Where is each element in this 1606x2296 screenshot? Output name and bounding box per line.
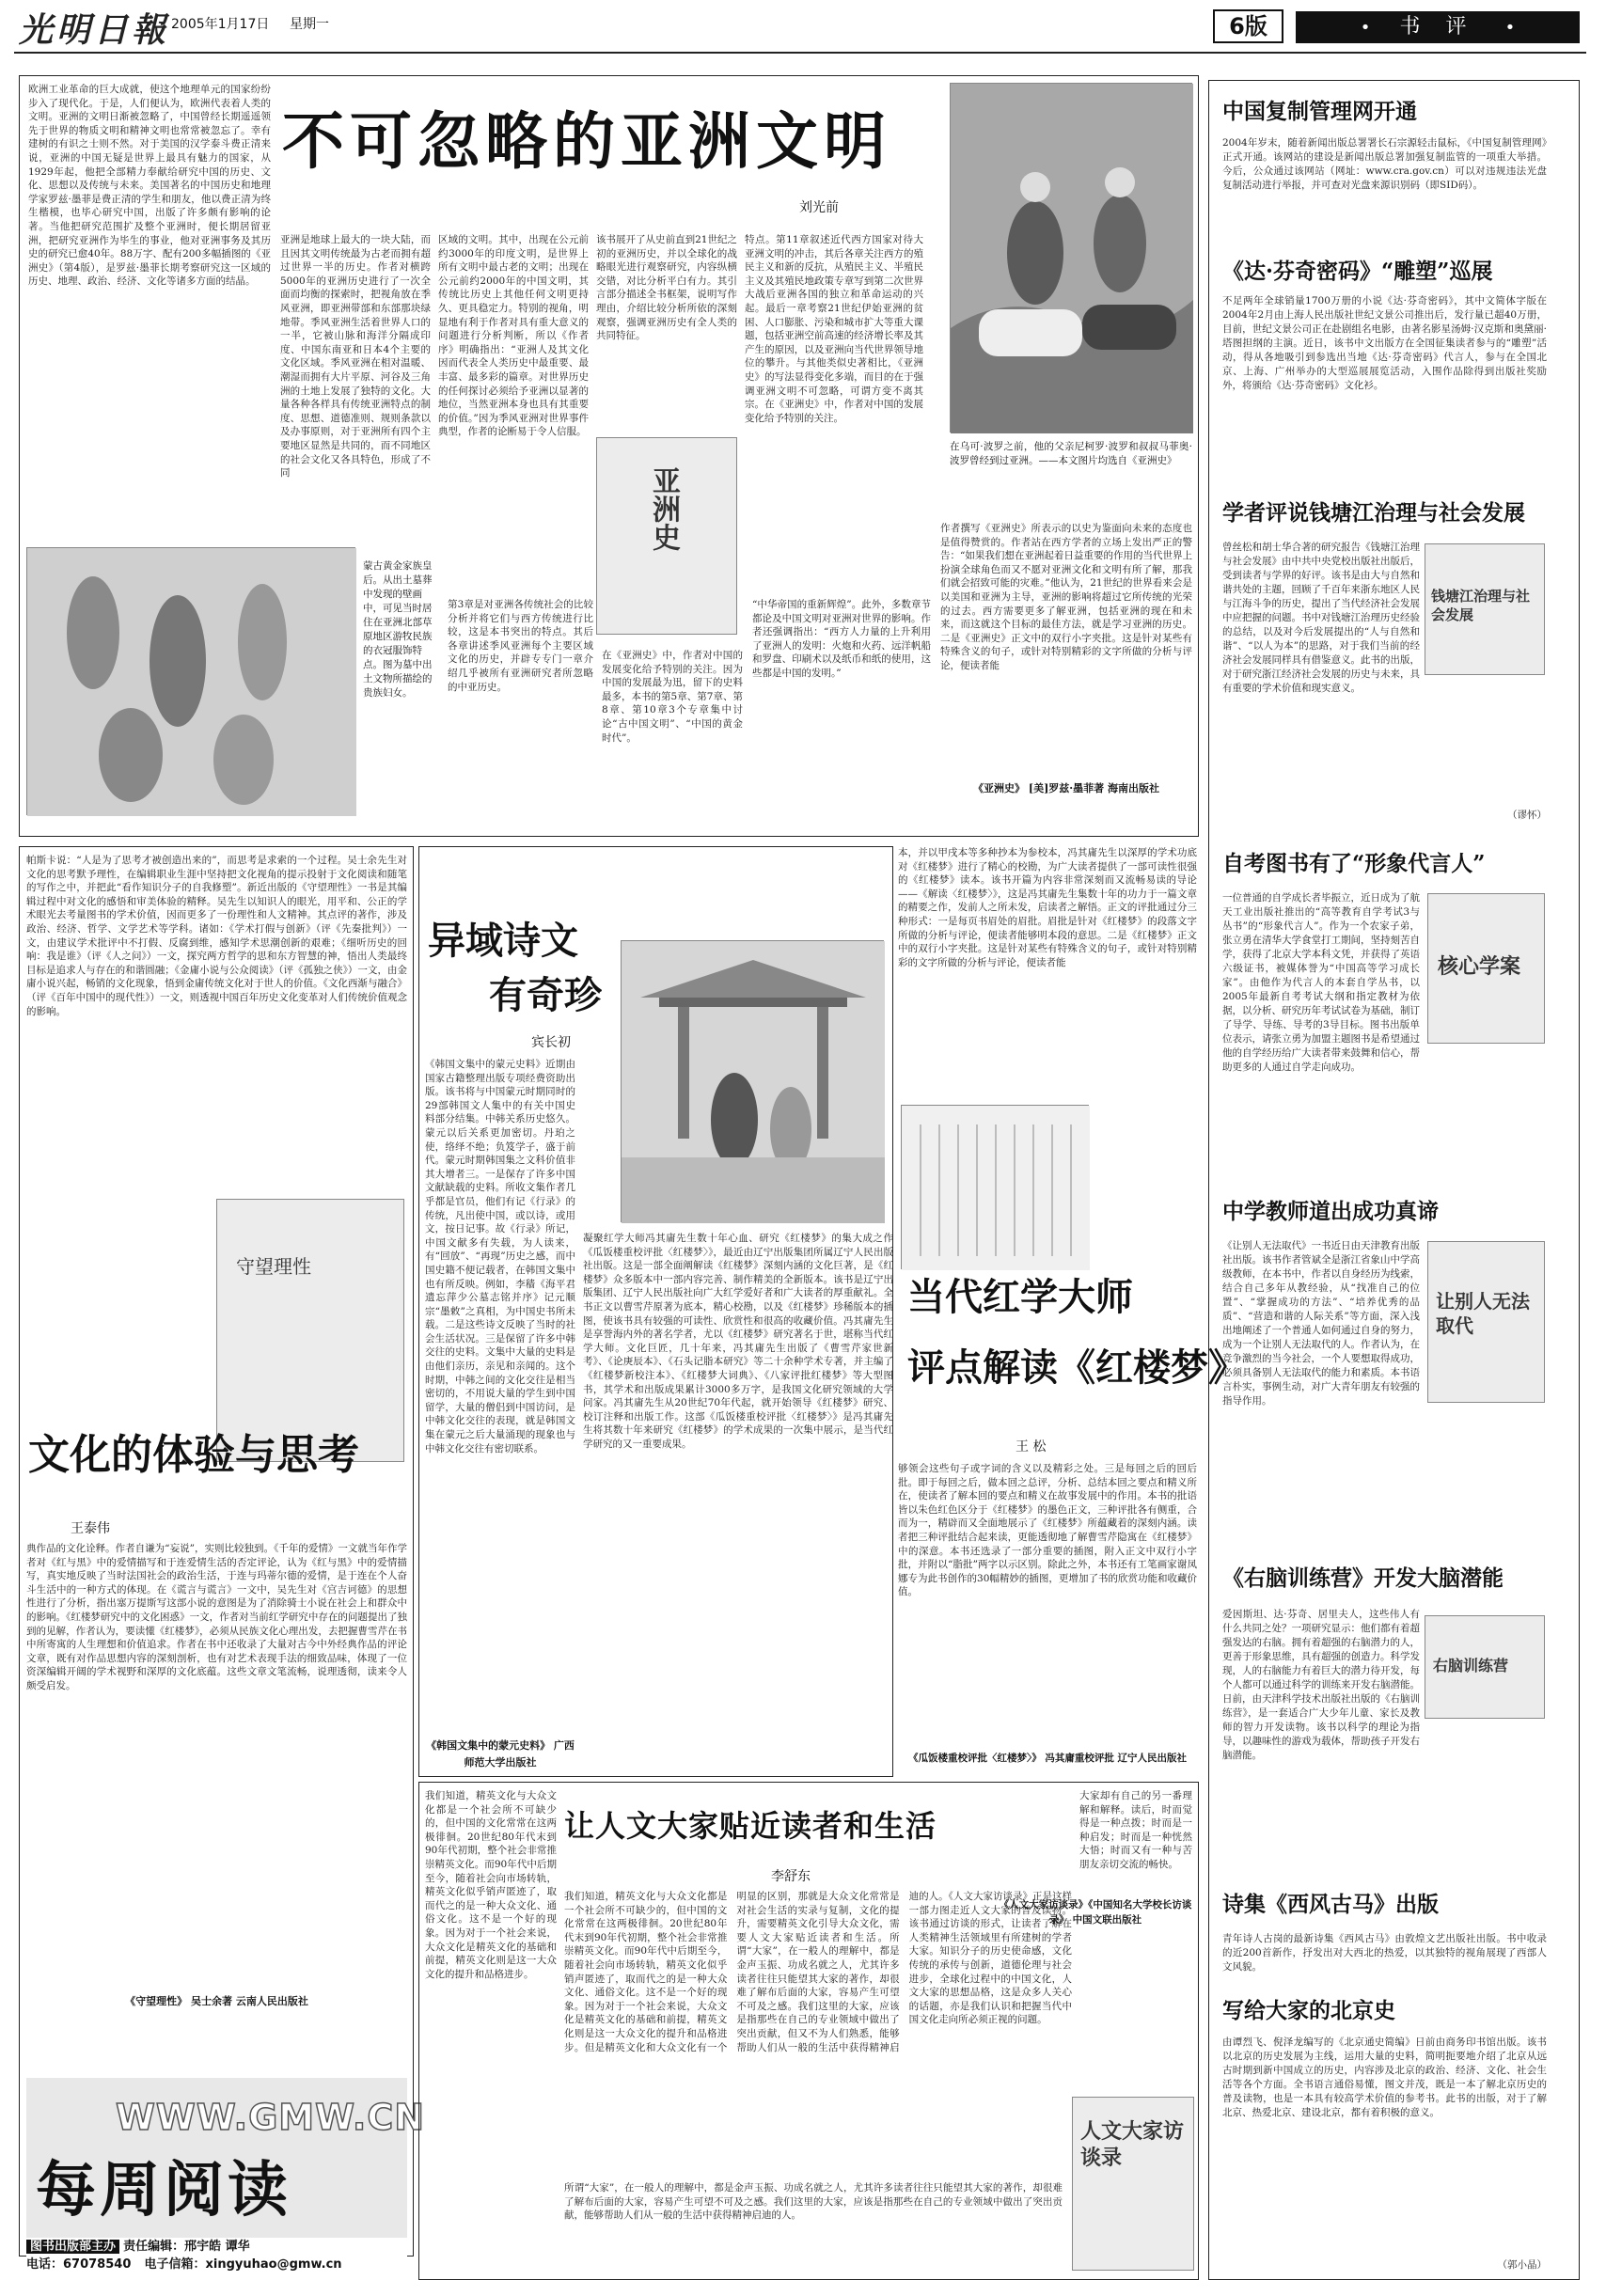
sidebar-item-1-title: 《达·芬奇密码》“雕塑”巡展 bbox=[1222, 259, 1493, 284]
humanities-body: 我们知道，精英文化与大众文化都是一个社会所不可缺少的，但中国的文化常常在这两极徘徊。20世纪80年代末到90年代初期，整个社会非常推崇精英文化。而90年代中后期至今，随着社会向市场转轨，精英文化似乎销声匿迹了，取而代之的是一种大众文化、通俗文化。这不是一个好的现象。因为对于一个社会来说，大众文化是精英文化的基础和前提，精英文化则是这一大众文化的提升和品格进步。但是精英文化和大众文化有一个明显的区别，那就是大众文化常常是对社会生活的实录与复制，文化的提升，需要精英文化引导大众文化，需要人文大家贴近读者和生活。所谓“大家”，在一般人的理解中，都是金声玉振、功成名就之人，尤其许多读者往往只能望其大家的著作，却很难了解布后面的大家，容易产生可望不可及之感。我们这里的大家，应该是指那些在自己的专业领域中做出了突出贡献，但又不为人们熟悉，能够帮助人们从一般的生活中获得精神启迪的人。《人文大家访谈录》正是这样一部力图走近人文大家的普及读物。该书通过访谈的形式，让读者了解在人类精神生活领域里有所建树的学者大家。知识分子的历史使命感，文化传统的承传与创新，道德伦理与社会进步，全球化过程中的中国文化，人文大家的思想品格，这是众多人关心的话题，亦是我们认识和把握当代中国文化走向所必须正视的问题。 bbox=[564, 1891, 1072, 2053]
sidebar-item-7-body: 由谭烈飞、倪泽龙编写的《北京通史简编》日前由商务印书馆出版。该书以北京的历史发展为主线，运用大量的史料，简明扼要地介绍了北京从远古时期到新中国成立的历史，内容涉及北京的政治、经济、文化、社会生活等各个方面。全书语言通俗易懂，图文并茂，既是一本了解北京历史的普及读物，也是一本具有较高学术价值的参考书。此书的出版，对于了解北京、热爱北京、建设北京，都有着积极的意义。 bbox=[1222, 2037, 1547, 2118]
poem-body: 《韩国文集中的蒙元史料》近期由国家古籍整理出版专项经费资助出版。该书将与中国蒙元时期同时的29部韩国文人集中的有关中国史料部分结集。中韩关系历史悠久。蒙元以后关系更加密切。丹珀之使，络绎不绝；负笈学子，盛于前代。蒙元时期韩国集之文科价值非其大增者三。一是保存了许多中国文献缺载的史料。所收文集作者几乎都是官员，他们有记《行录》的传统，凡出使中国，或以诗，或用文，按日记事。故《行录》所记，中国文献多有失载，为人读来，有“回放”、“再现”历史之感，而中国史籍不便记载者，在韩国文集中也有所反映。例如，李穑《海平君遗忘萍少公墓志铭并序》记元顺宗“墨敕”之真相，为中国史书所未载。二是这些诗文反映了当时的社会生活状况。三是保留了许多中韩交往的史料。文集中大量的史料是由他们亲历，亲见和亲闻的。这个时期，中韩之间的文化交往是相当密切的，不用说大量的学生到中国留学，大量的僧侣到中国访问，是中韩文化交往的表现，就是韩国文集在蒙元之后大量涌现的现象也与中韩文化交往有密切联系。 bbox=[425, 1059, 575, 1455]
humanities-title: 让人文大家贴近读者和生活 bbox=[564, 1808, 937, 1844]
hlm-source: 《瓜饭楼重校评批〈红楼梦〉》 冯其庸重校评批 辽宁人民出版社 bbox=[907, 1753, 1188, 1764]
issue-weekday: 星期一 bbox=[290, 17, 329, 32]
asia-painting bbox=[26, 547, 355, 815]
hlm-illustration bbox=[621, 940, 884, 1222]
humanities-body-left: 我们知道，精英文化与大众文化都是一个社会所不可缺少的，但中国的文化常常在这两极徘徊。20世纪80年代末到90年代初期，整个社会非常推崇精英文化。而90年代中后期至今，随着社会向市场转轨，精英文化似乎销声匿迹了，取而代之的是一种大众文化、通俗文化。这不是一个好的现象。因为对于一个社会来说，大众文化是精英文化的基础和前提，精英文化则是这一大众文化的提升和品格进步。 bbox=[425, 1790, 557, 1980]
weekly-phone: 电话：67078540 bbox=[26, 2257, 132, 2272]
poem-title-line1: 异域诗文 bbox=[428, 919, 578, 963]
sidebar-item-7-byline: （郭小晶） bbox=[1497, 2259, 1547, 2271]
masthead bbox=[0, 0, 1606, 56]
asia-title: 不可忽略的亚洲文明 bbox=[282, 104, 891, 178]
sidebar-item-3-body: 一位普通的自学成长者毕振立，近日成为了航天工业出版社推出的“高等教育自学考试3与丛书”的“形象代言人”。作为一个农家子弟，张立勇在清华大学食堂打工期间，坚持刻苦自学，获得了北京大学本科文凭，并获得了英语六级证书，被媒体誉为“中国高等学习成长家”。由他作为代言人的本套自学丛书，以2005年最新自考考试大纲和指定教材为依据，以分析、研究历年考试试卷为基础，制订了导学、导练、导考的3导目标。图书出版单位表示，请张立勇为加盟主题图书是希望通过他的自学经历给广大读者带来鼓舞和信心，帮助更多的人通过自学走向成功。 bbox=[1222, 892, 1420, 1073]
asia-illustration-caption: 在乌可·波罗之前，他的父亲尼柯罗·波罗和叔叔马菲奥·波罗曾经到过亚洲。——本文图片均选自《亚洲史》 bbox=[950, 441, 1192, 466]
sidebar-item-5-title: 《右脑训练营》开发大脑潜能 bbox=[1222, 1565, 1504, 1591]
classical-pavilion-image bbox=[622, 941, 885, 1223]
poem-source: 《韩国文集中的蒙元史料》 广西师范大学出版社 bbox=[426, 1739, 575, 1769]
humanities-body-right-top: 大家却有自己的另一番理解和解释。读后，时而觉得是一种点拨；时而是一种启发；时而是一种恍然大悟；时而又有一种与苦朋友亲切交流的畅快。 bbox=[1079, 1790, 1192, 1870]
culture-body: 帕斯卡说：“人是为了思考才被创造出来的”，而思考是求索的一个过程。吴士余先生对文化的思考默予理性，在编辑职业生涯中坚持把文化视角的提示投射于文化阅读和随笔的写作之中，并把此“看作知识分子的自我修塑”。新近出版的《守望理性》一书是其编辑过程中对文化的感悟和审美体验的精释。吴先生以知识人的眼光，用平和、公正的学术眼光去考量图书的学术价值，因而更多了一份理性和人文精神。其点评的著作，涉及政治、经济、哲学、文学艺术等学科。诸如：《学术打假与创新》（评《先秦批判》）一文，由建议学术批评中不打假、反腐到维，感知学术思潮创新的艰难；《细听历史的回响：我是谁》（评《人之问》）一文，探究两方哲学的思和东方智慧的神，悟出人类最终目标是追求人与存在的和谐圆融；《金庸小说与公众阅读》（评《孤独之侠》）一文，由金庸小说兴起，畅销的文化现象，悟到金庸传统文化对于世人的价值。《文化西渐与融合》（评《百年中国中的现代性》）一文，则透视中国百年历史文化变革对人们传统价值观念的影响。 bbox=[26, 855, 407, 1017]
hlm-title-line1: 当代红学大师 bbox=[907, 1275, 1133, 1319]
mural-painting-image bbox=[27, 548, 356, 816]
humanities-body-lower: 所谓“大家”，在一般人的理解中，都是金声玉振、功成名就之人，尤其许多读者往往只能望其大家的著作，却很难了解布后面的大家，容易产生可望不可及之感。我们这里的大家，应该是指那些在自己的专业领域中做出了突出贡献，能够帮助人们从一般的生活中获得精神启迪的人。 bbox=[564, 2182, 1063, 2222]
section-banner: • 书 评 • bbox=[1296, 11, 1580, 43]
page-number: 6版 bbox=[1229, 13, 1267, 39]
asia-author: 刘光前 bbox=[799, 200, 839, 215]
hlm-title-line2: 评点解读《红楼梦》 bbox=[907, 1345, 1246, 1390]
sidebar-item-6-body: 青年诗人古岗的最新诗集《西风古马》由敦煌文艺出版社出版。书中收录的近200首新作，抒发出对大西北的热爱，以其独特的视角展现了西部人文风貌。 bbox=[1222, 1933, 1547, 1973]
sidebar-item-0-body: 2004年岁末，随着新闻出版总署署长石宗源轻击鼠标，《中国复制管理网》正式开通。该网站的建设是新闻出版总署加强复制监管的一项重大举措。今后，公众通过该网站（网址：www.cra.gov.cn）可以对违规违法光盘复制活动进行举报，并可查对光盘来源识别码（即SID码）。 bbox=[1222, 137, 1547, 191]
asia-body-col4: 特点。第11章叙述近代西方国家对待大亚洲文明的冲击，其后各章关注西方的殖民主义和新的反抗，从殖民主义、半殖民主义及其殖民地政策专章写到第二次世界大战后亚洲各国的独立和革命运动的兴起。最后一章考察21世纪伊始亚洲的贫困、人口膨胀、污染和城市扩大等重大课题，包括亚洲空前高速的经济增长率及其产生的原因，以及亚洲向当代世界领导地位的攀升。与其他类似史著相比，《亚洲史》的写法显得变化多端，而目的在于强调亚洲文明不可忽略，可谓方变不离其宗。在《亚洲史》中，作者对中国的发展变化给予特别的关注。 bbox=[745, 234, 923, 424]
weekly-host: 图书出版部主办 bbox=[26, 2240, 119, 2254]
asia-illustration bbox=[950, 83, 1192, 432]
humanities-book-cover bbox=[1072, 2097, 1194, 2271]
asia-body-lower-c: “中华帝国的重新辉煌”。此外，多数章节都论及中国文明对亚洲对世界的影响。作者还强调指出：“西方人力量的上升利用了亚洲人的发明：火炮和火药、远洋帆船和罗盘、印刷术以及纸币和纸的使用，这些都是中国的发明。” bbox=[752, 599, 931, 679]
asia-body-lower-b: 在《亚洲史》中，作者对中国的发展变化给予特别的关注。因为中国的发展最为迅，留下的史料最多，本书的第5章、第7章、第8章、第10章3个专章集中讨论“古中国文明”、“中国的黄金时代”。 bbox=[602, 650, 743, 744]
sidebar-item-5-cover: 右脑训练营 bbox=[1425, 1615, 1545, 1719]
culture-title: 文化的体验与思考 bbox=[28, 1431, 359, 1479]
weekly-email[interactable]: 电子信箱：xingyuhao@gmw.cn bbox=[144, 2257, 342, 2272]
hlm-body-top: 本，并以甲戌本等多种抄本为参校本，冯其庸先生以深厚的学术功底对《红楼梦》进行了精心的校勘，为广大读者提供了一部可读性很强的《红楼梦》读本。该书开篇为内容非常深刻而又流畅易读的导论——《解读〈红楼梦〉》，这是冯其庸先生集数十年的功力于一篇文章的精要之作，发前人之所未发，启读者之解悟。正文的评批通过分三种形式：一是每页书眉处的眉批。眉批是针对《红楼梦》的段落文字所做的分析与评论，便读者能够明本段的意思。二是《红楼梦》正文中的双行小字夹批。这是针对某些有特殊含义的句子，或针对特别精彩的文字所做的分析与评论，便读者能 bbox=[898, 847, 1197, 968]
sidebar-item-4-body: 《让别人无法取代》一书近日由天津教育出版社出版。该书作者管斌全是浙江省象山中学高级教师，在本书中，作者以自身经历为线索，结合自己多年从教经验，从“找准自己的位置”、“掌握成功的方法”、“培养优秀的品质”、“营造和谐的人际关系”等方面，深入浅出地阐述了一个普通人如何通过自身的努力，成为一个让别人无法取代的人。作者认为，在竞争激烈的当今社会，一个人要想取得成功，必须具备别人无法取代的能力和素质。本书语言朴实，事例生动，对广大青年朋友有较强的指导作用。 bbox=[1222, 1240, 1420, 1407]
weekly-url[interactable]: WWW.GMW.CN bbox=[116, 2097, 426, 2138]
asia-book-label: 亚洲史 bbox=[647, 466, 680, 551]
asia-body-lower-a: 第3章是对亚洲各传统社会的比较分析并将它们与西方传统进行比较，这是本书突出的特点。其后各章讲述季风亚洲每个主要区域文化的历史，并辟专专门一章介绍几乎被所有亚洲研究者所忽略的中亚历史。 bbox=[448, 599, 593, 693]
hlm-body-mid: 凝聚红学大师冯其庸先生数十年心血、研究《红楼梦》的集大成之作《瓜饭楼重校评批〈红楼梦〉》，最近由辽宁出版集团所属辽宁人民出版社出版。这是一部全面阐解读《红楼梦》深刻内涵的文化巨著，是《红楼梦》众多版本中一部内容完善、制作精美的全新版本。该书是辽宁出版集团、辽宁人民出版社向广大红学爱好者和广大读者的厚重献礼。全书正文以曹雪芹原著为底本，精心校勘，以及《红楼梦》珍稀版本的插图，使该书具有较强的可读性、欣赏性和很高的收藏价值。冯其庸先生是享誉海内外的著名学者，尤以《红楼梦》研究著名于世，堪称当代红学大师。文化巨匠，几十年来，冯其庸先生出版了《曹雪芹家世新考》、《论庚辰本》、《石头记脂本研究》等二十余种学术专著，并主编了《红楼梦新校注本》、《红楼梦大词典》、《八家评批红楼梦》等大型图书，其学术和出版成果累计3000多万字，是我国文化研究领域的大学问家。冯其庸先生从20世纪70年代起，就开始领导《红楼梦》研究、校订注释和出版工作。这部《瓜饭楼重校评批〈红楼梦〉》是冯其庸先生将其数十年来研究《红楼梦》的学术成果的一次集中展示，是当代红学研究的又一重要成果。 bbox=[583, 1233, 893, 1450]
hlm-author: 王 松 bbox=[1016, 1439, 1047, 1455]
poem-title-line2: 有奇珍 bbox=[489, 973, 602, 1017]
book-page-image bbox=[902, 1106, 1090, 1270]
weekly-editor: 责任编辑：邢宇皓 谭华 bbox=[123, 2240, 250, 2254]
issue-date: 2005年1月17日 bbox=[171, 17, 270, 32]
sidebar-item-1-body: 不足两年全球销量1700万册的小说《达·芬奇密码》，其中文简体字版在2004年2月由上海人民出版社世纪文景公司推出后，发行量已超40万册，目前，世纪文景公司正在赴剧组名电影，由著名影星汤姆·汉克斯和奥黛丽·塔图担纲的主演。近日，该书中文出版方在全国征集读者参与的“雕塑”活动，得从各地吸引到参选出当地《达·芬奇密码》代言人，参与在全国北京、上海、广州举办的大型巡展展览活动，入围作品除得到出版社奖励外，将颁给《达·芬奇密码》文化衫。 bbox=[1222, 295, 1547, 391]
sidebar-item-3-cover: 核心学案 bbox=[1427, 893, 1545, 1044]
hlm-body-right: 够领会这些句子或字词的含义以及精彩之处。三是每回之后的回后批。即于每回之后，做本回之总评，分析、总结本回之要点和精义所在，使读者了解本回的要点和精义在故事发展中的作用。本书的批语皆以朱色红色区分于《红楼梦》的墨色正文，三种评批各有侧重，合而为一，精辟而又全面地展示了《红楼梦》所蕴藏着的深刻内涵。读者把三种评批结合起来读，更能透彻地了解曹雪芹隐寓在《红楼梦》中的深意。本书还选录了一部分重要的插图，附入正文中双行小字批，并附以“脂批”两字以示区别。除此之外，本书还有工笔画家谢凤娜专为此书创作的30幅精妙的插图，更增加了书的欣赏功能和收藏价值。 bbox=[898, 1463, 1197, 1598]
sidebar-item-2-body: 曾丝松和胡士华合著的研究报告《钱塘江治理与社会发展》由中共中央党校出版社出版后，受到读者与学界的好评。该书是由大与自然和谐共处的主题，回顾了千百年来浙东地区人民与江海斗争的历史，提出了当代经济社会发展中应把握的问题。书中对钱塘江治理历史经验的总结，以及对今后发展提出的“人与自然和谐”、“以人为本”的思路，对于我们当前的经济社会发展同样具有借鉴意义。此书的出版，对于研究浙江经济社会发展的历史与未来，具有重要的学术价值和现实意义。 bbox=[1222, 542, 1420, 694]
sidebar-item-7-title: 写给大家的北京史 bbox=[1222, 1998, 1395, 2023]
asia-painting-caption: 蒙古黄金家族皇后。从出土墓葬中发现的壁画中，可见当时居住在亚洲北部草原地区游牧民族的衣冠服饰特点。图为墓中出土文物所描绘的贵族妇女。 bbox=[363, 560, 433, 699]
sidebar-item-2-cover: 钱塘江治理与社会发展 bbox=[1425, 543, 1545, 675]
asia-source: 《亚洲史》 [美]罗兹·墨菲著 海南出版社 bbox=[973, 782, 1159, 794]
asia-book-cover bbox=[596, 437, 737, 635]
newspaper-logo: 光明日報 bbox=[19, 10, 170, 50]
sidebar-item-6-title: 诗集《西风古马》出版 bbox=[1222, 1892, 1439, 1917]
asia-intro: 欧洲工业革命的巨大成就，使这个地理单元的国家纷纷步入了现代化。于是，人们便认为，欧洲代表着人类的文明。亚洲的文明日渐被忽略了，中国曾经长期遥遥领先于世界的物质文明和精神文明也常常被忽忘了。幸有建树的有识之士则不然。对于美国的汉学泰斗费正清来说，亚洲的中国无疑是世界上最具有魅力的国家，从1929年起，他把全部精力奉献给研究中国的历史、文化、思想以及传统与未来。美国著名的中国历史和地理学家罗兹·墨菲是费正清的学生和朋友，他以费正清为终生楷模，也毕心研究中国，出版了许多颇有影响的论著。当他把研究范围扩及整个亚洲时，便长期居留亚洲，把研究亚洲作为毕生的事业，他对亚洲事务及其历史的研究已愈40年。88万字、配有200多幅插图的《亚洲史》（第4版），是罗兹·墨菲长期考察研究这一区域的历史、地理、政治、经济、文化等诸多方面的结晶。 bbox=[28, 84, 271, 288]
sidebar-item-0-title: 中国复制管理网开通 bbox=[1222, 99, 1417, 124]
asia-body-closing: 作者撰写《亚洲史》所表示的以史为鉴面向未来的态度也是值得赞赏的。作者站在西方学者的立场上发出严正的警告：“如果我们想在亚洲起着日益重要的作用的当代世界上扮演全球角色而又不愿对亚洲文化和文明有所了解，那我们就会招致可能的灾难。”他认为，21世纪的世界看来会是以美国和亚洲为主导，亚洲的影响将超过它所传统的光荣的过去。西方需要更多了解亚洲，包括亚洲的现在和未来，而这就这个目标的最佳方法，就是学习亚洲的历史。二是《亚洲史》正文中的双行小字夹批。这是针对某些有特殊含义的句子，或针对特别精彩的文字所做的分析与评论，便读者能 bbox=[940, 523, 1192, 671]
humanities-author: 李舒东 bbox=[771, 1869, 811, 1884]
masthead-rule bbox=[14, 52, 1586, 54]
sidebar-item-2-title: 学者评说钱塘江治理与社会发展 bbox=[1222, 500, 1525, 526]
sidebar-item-2-byline: （谬怀） bbox=[1507, 810, 1547, 821]
section-title: 书 评 bbox=[1399, 15, 1476, 39]
asia-body-col1: 亚洲是地球上最大的一块大陆，而且因其文明传统最为古老而拥有超过世界一半的历史。作者对横跨5000年的亚洲历史进行了一次全面而均衡的探索时，把视角放在季风亚洲，即亚洲带部和东部那块绿地带。季风亚洲生活着世界人口的一半，它被山脉和海洋分隔成印度、中国东南亚和日本4个主要的文化区域。季风亚洲在相对温暖、潮湿而拥有大片平原、河谷及三角洲的土地上发展了独特的文化。大量各种各样具有传统亚洲特点的制度、思想、道德准则、规则条款以及办事原则，对于亚洲所有四个主要地区显然是共同的，而不同地区的社会文化又各具特色，形成了不同 bbox=[280, 234, 431, 480]
sidebar-item-4-cover: 让别人无法取代 bbox=[1427, 1241, 1545, 1403]
poem-author: 宾长初 bbox=[531, 1035, 571, 1050]
travelers-on-horseback-image bbox=[951, 84, 1193, 433]
humanities-source: 《人文大家访谈录》《中国知名大学校长访谈录》 中国文联出版社 bbox=[999, 1899, 1192, 1926]
weekly-reading-block bbox=[26, 2078, 426, 2275]
culture-source: 《守望理性》 吴士余著 云南人民出版社 bbox=[125, 1995, 308, 2007]
asia-body-col2: 区域的文明。其中，出现在公元前约3000年的印度文明，是世界上所有文明中最古老的文明；出现在公元前约2000年的中国文明，其传统比历史上其他任何文明更持久、更具稳定力。特别的视角，明显地有利于作者对具有重大意义的问题进行分析判断，所以《作者序》明确指出：“亚洲人及其文化因而代表全人类历史中最重要、最丰富、最多彩的篇章。对世界历史的任何探讨必须给予亚洲以显著的地位，当然亚洲本身也具有其重要的价值。”因为季风亚洲对世界事件典型，作者的论断易于令人信服。 bbox=[438, 234, 589, 438]
culture-book-title: 守望理性 bbox=[236, 1255, 311, 1278]
culture-body-lower: 典作品的文化诠释。作者自谦为“妄说”，实则比较独到。《千年的爱情》一文就当年作学者对《红与黑》中的爱情描写和于连爱情生活的否定评论，认为《红与黑》中的爱情描写，真实地反映了当时法国社会的政治生活，于连与玛蒂尔德的爱情，是于连在个人奋斗生活中的一种方式的体现。在《谎言与谎言》一文中，吴先生对《宫吉诃德》的思想性进行了分析，指出塞万提斯写这部小说的意图是为了消除骑士小说在社会上和群众中的影响。《红楼梦研究中的文化困惑》一文，作者对当前红学研究中存在的问题提出了独到的见解，作者认为，要读懂《红楼梦》，必须从民族文化心理出发，去把握曹雪芹在书中所寄寓的人生理想和价值追求。作者在书中还收录了大量对古今中外经典作品的评论文章，既有对作品思想内容的深刻剖析，也有对艺术表现手法的细致品味，体现了一位资深编辑开阔的学术视野和深厚的文化底蕴。这些文章文笔流畅，说理透彻，读来令人颇受启发。 bbox=[26, 1543, 407, 1691]
page-number-box bbox=[1213, 9, 1283, 43]
sidebar-item-5-body: 爱因斯坦、达·芬奇、居里夫人，这些伟人有什么共同之处？一项研究显示：他们都有着超强发达的右脑。拥有着超强的右脑潜力的人，更善于形象思维，具有超强的创造力。科学发现，人的右脑能力有着巨大的潜力待开发，每个人都可以通过科学的训练来开发右脑潜能。日前，由天津科学技术出版社出版的《右脑训练营》，是一套适合广大少年儿童、家长及教师的智力开发读物。该书以科学的理论为指导，以趣味性的游戏为载体，帮助孩子开发右脑潜能。 bbox=[1222, 1609, 1420, 1761]
humanities-book-title: 人文大家访谈录 bbox=[1080, 2119, 1185, 2170]
sidebar-item-4-title: 中学教师道出成功真谛 bbox=[1222, 1199, 1439, 1224]
weekly-footer bbox=[26, 2238, 407, 2275]
sidebar-item-3-title: 自考图书有了“形象代言人” bbox=[1222, 851, 1486, 876]
culture-book-cover bbox=[216, 1199, 404, 1462]
culture-author: 王泰伟 bbox=[71, 1521, 110, 1536]
weekly-title: 每周阅读 bbox=[36, 2155, 291, 2225]
hlm-book-page bbox=[901, 1105, 1089, 1269]
asia-body-col3: 该书展开了从史前直到21世纪之初的亚洲历史，并以全球化的战略眼光进行观察研究，内容纵横交错，对比分析平白有力。其引言部分描述全书框架，说明写作理由，介绍比较分析所依的深刻观察，强调亚洲历史有全人类的共同特征。 bbox=[596, 234, 737, 342]
